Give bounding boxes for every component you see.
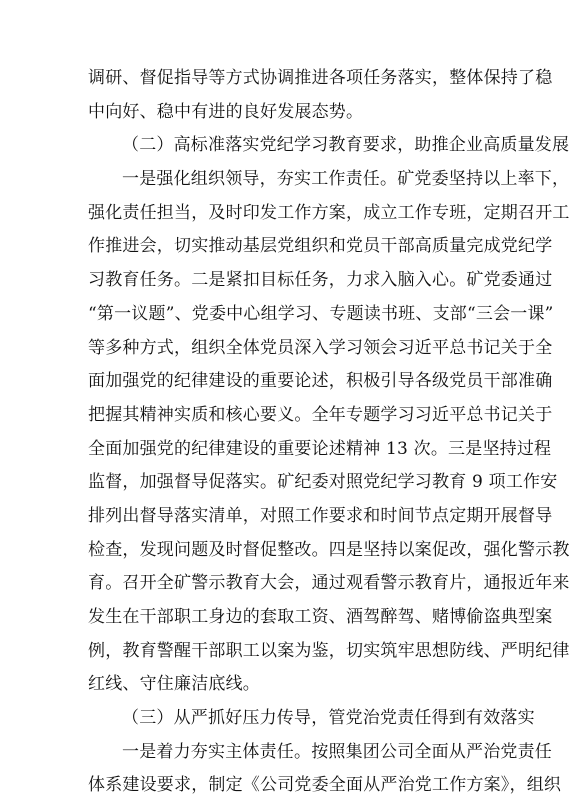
text-line: 体系建设要求，制定《公司党委全面从严治党工作方案》，组织: [88, 775, 562, 796]
text-line: 一是着力夯实主体责任。按照集团公司全面从严治党责任: [122, 741, 552, 762]
text-line: 排列出督导落实清单，对照工作要求和时间节点定期开展督导: [88, 505, 553, 526]
text-line: 等多种方式，组织全体党员深入学习领会习近平总书记关于全: [88, 337, 553, 358]
document-body: [88, 62, 570, 803]
text-line: 检查，发现问题及时督促整改。四是坚持以案促改，强化警示教: [88, 539, 570, 560]
text-line: 发生在干部职工身边的套取工资、酒驾醉驾、赌博偷盗典型案: [88, 607, 553, 627]
text-line: 监督，加强督导促落实。矿纪委对照党纪学习教育 9 项工作安: [88, 472, 558, 493]
text-line: 习教育任务。二是紧扣目标任务，力求入脑入心。矿党委通过: [88, 270, 553, 291]
text-line: 例，教育警醒干部职工以案为鉴，切实筑牢思想防线、严明纪律: [88, 640, 570, 661]
text-line: 面加强党的纪律建设的重要论述，积极引导各级党员干部准确: [88, 371, 553, 392]
text-line: 把握其精神实质和核心要义。全年专题学习习近平总书记关于: [88, 404, 553, 425]
text-line: “第一议题”、党委中心组学习、专题读书班、支部“三会一课”: [88, 303, 554, 324]
text-line: 作推进会，切实推动基层党组织和党员干部高质量完成党纪学: [88, 236, 553, 257]
text-line: 育。召开全矿警示教育大会，通过观看警示教育片，通报近年来: [88, 573, 570, 594]
text-line: 红线、守住廉洁底线。: [88, 674, 260, 695]
section-heading: （三）从严抓好压力传导，管党治党责任得到有效落实: [122, 708, 535, 729]
text-line: 全面加强党的纪律建设的重要论述精神 13 次。三是坚持过程: [88, 438, 552, 459]
text-line: 一是强化组织领导，夯实工作责任。矿党委坚持以上率下，: [122, 169, 570, 190]
text-line: 强化责任担当，及时印发工作方案，成立工作专班，定期召开工: [88, 202, 570, 223]
section-heading: （二）高标准落实党纪学习教育要求，助推企业高质量发展: [122, 135, 570, 156]
text-line: 调研、督促指导等方式协调推进各项任务落实，整体保持了稳: [88, 68, 553, 88]
text-line: 中向好、稳中有进的良好发展态势。: [88, 101, 364, 122]
